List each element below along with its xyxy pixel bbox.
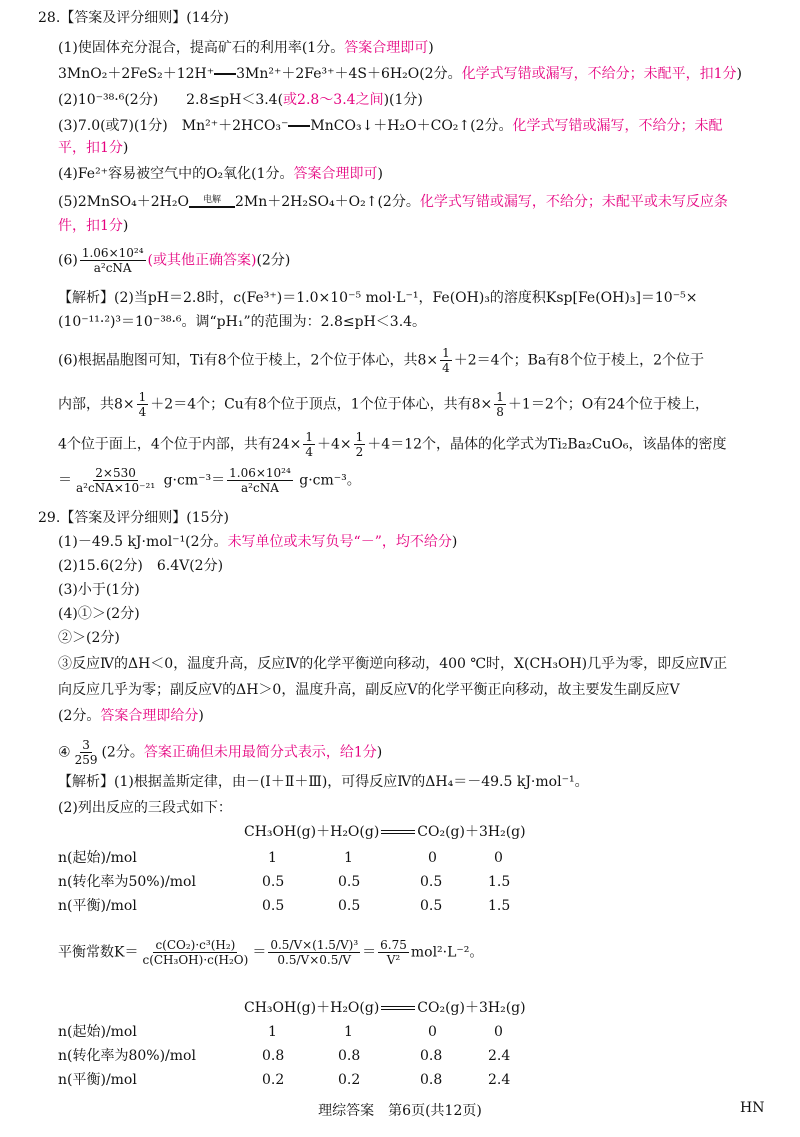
- q28-line5: 平，扣1分): [58, 140, 129, 156]
- q28-line7: (5)2MnSO₄＋2H₂O 电解 2Mn＋2H₂SO₄＋O₂↑(2分。化学式写错或漏写，不给分；未配平或未写反应条: [58, 194, 728, 210]
- q29-analysis-2: (2)列出反应的三段式如下：: [58, 800, 232, 816]
- q29-analysis-1: 【解析】(1)根据盖斯定律，由－(Ⅰ＋Ⅱ＋Ⅲ)，可得反应Ⅳ的ΔH₄＝－49.5 kJ·mol⁻¹。: [58, 774, 589, 790]
- q28-line3: (2)10⁻³⁸·⁶(2分) 2.8≤pH＜3.4(或2.8～3.4之间)(1分): [58, 92, 423, 108]
- q29-line6: ③反应Ⅳ的ΔH＜0，温度升高，反应Ⅳ的化学平衡逆向移动，400 ℃时，X(CH₃OH)几乎为零，即反应Ⅳ正: [58, 656, 728, 672]
- q28-analysis-1: 【解析】(2)当pH＝2.8时，c(Fe³⁺)＝1.0×10⁻⁵ mol·L⁻¹，Fe(OH)₃的溶度积Ksp[Fe(OH)₃]＝10⁻⁵×: [58, 290, 698, 306]
- answer-page: 28.【答案及评分细则】(14分) (1)使固体充分混合，提高矿石的利用率(1分。答案合理即可) 3MnO₂＋2FeS₂＋12H⁺ 3Mn²⁺＋2Fe³⁺＋4S＋6H₂O(2分。化学式写错或漏写，不给分；未配平，扣1分) (2)10⁻³⁸·⁶(2分) 2.8≤pH＜3.4(或2.8～3.4之间)(1分) (3)7.0(或7)(1分) Mn²⁺＋2HCO₃⁻ MnCO₃↓＋H₂O＋CO₂↑(2分。化学式写错或漏写，不给分；未配 平，扣1分) (4)Fe²⁺容易被空气中的O₂氧化(1分。答案合理即可) (5)2MnSO₄＋2H₂O 电解 2Mn＋2H₂SO₄＋O₂↑(2分。化学式写错或漏写，不给分；未配平或未写反应条 件，扣1分) (6) $\frac{\text{1.06×10²⁴}}{\text{a²cNA}}$ (或其他正确答案)(2分) 【解析】(2)当pH＝2.8时，c(Fe³⁺)＝1.0×10⁻⁵ mol·L⁻¹，Fe(OH)₃的溶度积Ksp[Fe(OH)₃]＝10⁻⁵× (10⁻¹¹·²)³＝10⁻³⁸·⁶。调“pH₁”的范围为：2.8≤pH＜3.4。 (6)根据晶胞图可知，Ti有8个位于棱上，2个位于体心，共8× $\frac{1}{4}$ ＋2＝4个；Ba有8个位于棱上，2个位于 内部，共8× $\frac{1}{4}$ ＋2＝4个；Cu有8个位于顶点，1个位于体心，共有8× $\frac{1}{8}$ ＋1＝2个；O有24个位于棱上， 4个位于面上，4个位于内部，共有24× $\frac{1}{4}$ ＋4× $\frac{1}{2}$ ＋4＝12个，晶体的化学式为Ti₂Ba₂CuO₆，该晶体的密度 ＝ $\frac{2\times 530}{\text{a²cNA×10⁻²¹}}$ g·cm⁻³＝ $\frac{\text{1.06×10²⁴}}{\text{a²cNA}}$ g·cm⁻³。 29.【答案及评分细则】(15分) (1)－49.5 kJ·mol⁻¹(2分。未写单位或未写负号“－”，均不给分) (2)15.6(2分) 6.4V(2分) (3)小于(1分) (4)①＞(2分) ②＞(2分) ③反应Ⅳ的ΔH＜0，温度升高，反应Ⅳ的化学平衡逆向移动，400 ℃时，X(CH₃OH)几乎为零，即反应Ⅳ正 向反应几乎为零；副反应Ⅴ的ΔH＞0，温度升高，副反应Ⅴ的化学平衡正向移动，故主要发生副反应Ⅴ (2分。答案合理即给分) ④ $\frac{3}{259}$ (2分。答案正确但未用最简分式表示，给1分) 【解析】(1)根据盖斯定律，由－(Ⅰ＋Ⅱ＋Ⅲ)，可得反应Ⅳ的ΔH₄＝－49.5 kJ·mol⁻¹。 (2)列出反应的三段式如下： CH₃OH(g)＋H₂O(g) CO₂(g)＋3H₂(g) n(起始)/mol 1 1 0 0 n(转化率为50%)/mol 0.5 0.5 0.5 1.5 n(平衡)/mol 0.5 0.5 0.5 1.5 平衡常数K＝ $\frac{\text{c(CO₂)·c³(H₂)}}{\text{c(CH₃OH)·c(H₂O)}}$ ＝ $\frac{\text{0.5/V×(1.5/V)³}}{0.5/V\times 0.5/V}$ ＝ $\frac{6.75}{\text{V²}}$ mol²·L⁻²。 CH₃OH(g)＋H₂O(g) CO₂(g)＋3H₂(g) n(起始)/mol 1 1 0 0 n(转化率为80%)/mol 0.8 0.8 0.8 2.4 n(平衡)/mol 0.2 0.2 0.8 2.4 理综答案 第6页(共12页) HN: [0, 0, 800, 1137]
- q28-analysis-3: (6)根据晶胞图可知，Ti有8个位于棱上，2个位于体心，共8× $\frac{1}{4}$ ＋2＝4个；Ba有8个位于棱上，2个位于: [58, 346, 705, 375]
- q28-line2: 3MnO₂＋2FeS₂＋12H⁺ 3Mn²⁺＋2Fe³⁺＋4S＋6H₂O(2分。化学式写错或漏写，不给分；未配平，扣1分): [58, 66, 742, 82]
- q28-line8: 件，扣1分): [58, 218, 129, 234]
- q29-equation-1: CH₃OH(g)＋H₂O(g) CO₂(g)＋3H₂(g): [244, 824, 526, 840]
- page-footer: 理综答案 第6页(共12页): [318, 1103, 482, 1119]
- q29-line7: 向反应几乎为零；副反应Ⅴ的ΔH＞0，温度升高，副反应Ⅴ的化学平衡正向移动，故主要发生副反应Ⅴ: [58, 682, 680, 698]
- q29-line2: (2)15.6(2分) 6.4V(2分): [58, 558, 224, 574]
- q29-line5: ②＞(2分): [58, 630, 120, 646]
- q29-heading: 29.【答案及评分细则】(15分): [38, 510, 230, 526]
- q28-analysis-4: 内部，共8× $\frac{1}{4}$ ＋2＝4个；Cu有8个位于顶点，1个位于体心，共有8× $\frac{1}{8}$ ＋1＝2个；O有24个位于棱上，: [58, 390, 710, 419]
- q29-line1: (1)－49.5 kJ·mol⁻¹(2分。未写单位或未写负号“－”，均不给分): [58, 534, 458, 550]
- q28-analysis-2: (10⁻¹¹·²)³＝10⁻³⁸·⁶。调“pH₁”的范围为：2.8≤pH＜3.4。: [58, 314, 427, 330]
- q29-line3: (3)小于(1分): [58, 582, 140, 598]
- q28-line9: (6) $\frac{\text{1.06×10²⁴}}{\text{a²cNA}}$ (或其他正确答案)(2分): [58, 246, 291, 275]
- region-code: HN: [740, 1100, 765, 1116]
- q29-equilibrium-constant: 平衡常数K＝ $\frac{\text{c(CO₂)·c³(H₂)}}{\text{c(CH₃OH)·c(H₂O)}}$ ＝ $\frac{\text{0.5/V×(1.5/V)³}}{0.5/V\times 0.5/V}$ ＝ $\frac{6.75}{\text{V²}}$ mol²·L⁻²。: [58, 938, 484, 967]
- q29-line9: ④ $\frac{3}{259}$ (2分。答案正确但未用最简分式表示，给1分): [58, 738, 383, 767]
- q28-analysis-5: 4个位于面上，4个位于内部，共有24× $\frac{1}{4}$ ＋4× $\frac{1}{2}$ ＋4＝12个，晶体的化学式为Ti₂Ba₂CuO₆，该晶体的密度: [58, 430, 727, 459]
- q28-line6: (4)Fe²⁺容易被空气中的O₂氧化(1分。答案合理即可): [58, 166, 383, 182]
- q28-heading: 28.【答案及评分细则】(14分): [38, 10, 230, 26]
- q29-line8: (2分。答案合理即给分): [58, 708, 204, 724]
- q28-line1: (1)使固体充分混合，提高矿石的利用率(1分。答案合理即可): [58, 40, 434, 56]
- q29-line4: (4)①＞(2分): [58, 606, 140, 622]
- q29-equation-2: CH₃OH(g)＋H₂O(g) CO₂(g)＋3H₂(g): [244, 1000, 526, 1016]
- q28-analysis-6: ＝ $\frac{2\times 530}{\text{a²cNA×10⁻²¹}}$ g·cm⁻³＝ $\frac{\text{1.06×10²⁴}}{\text{a²cNA}}$ g·cm⁻³。: [58, 466, 361, 495]
- q28-line4: (3)7.0(或7)(1分) Mn²⁺＋2HCO₃⁻ MnCO₃↓＋H₂O＋CO₂↑(2分。化学式写错或漏写，不给分；未配: [58, 118, 723, 134]
